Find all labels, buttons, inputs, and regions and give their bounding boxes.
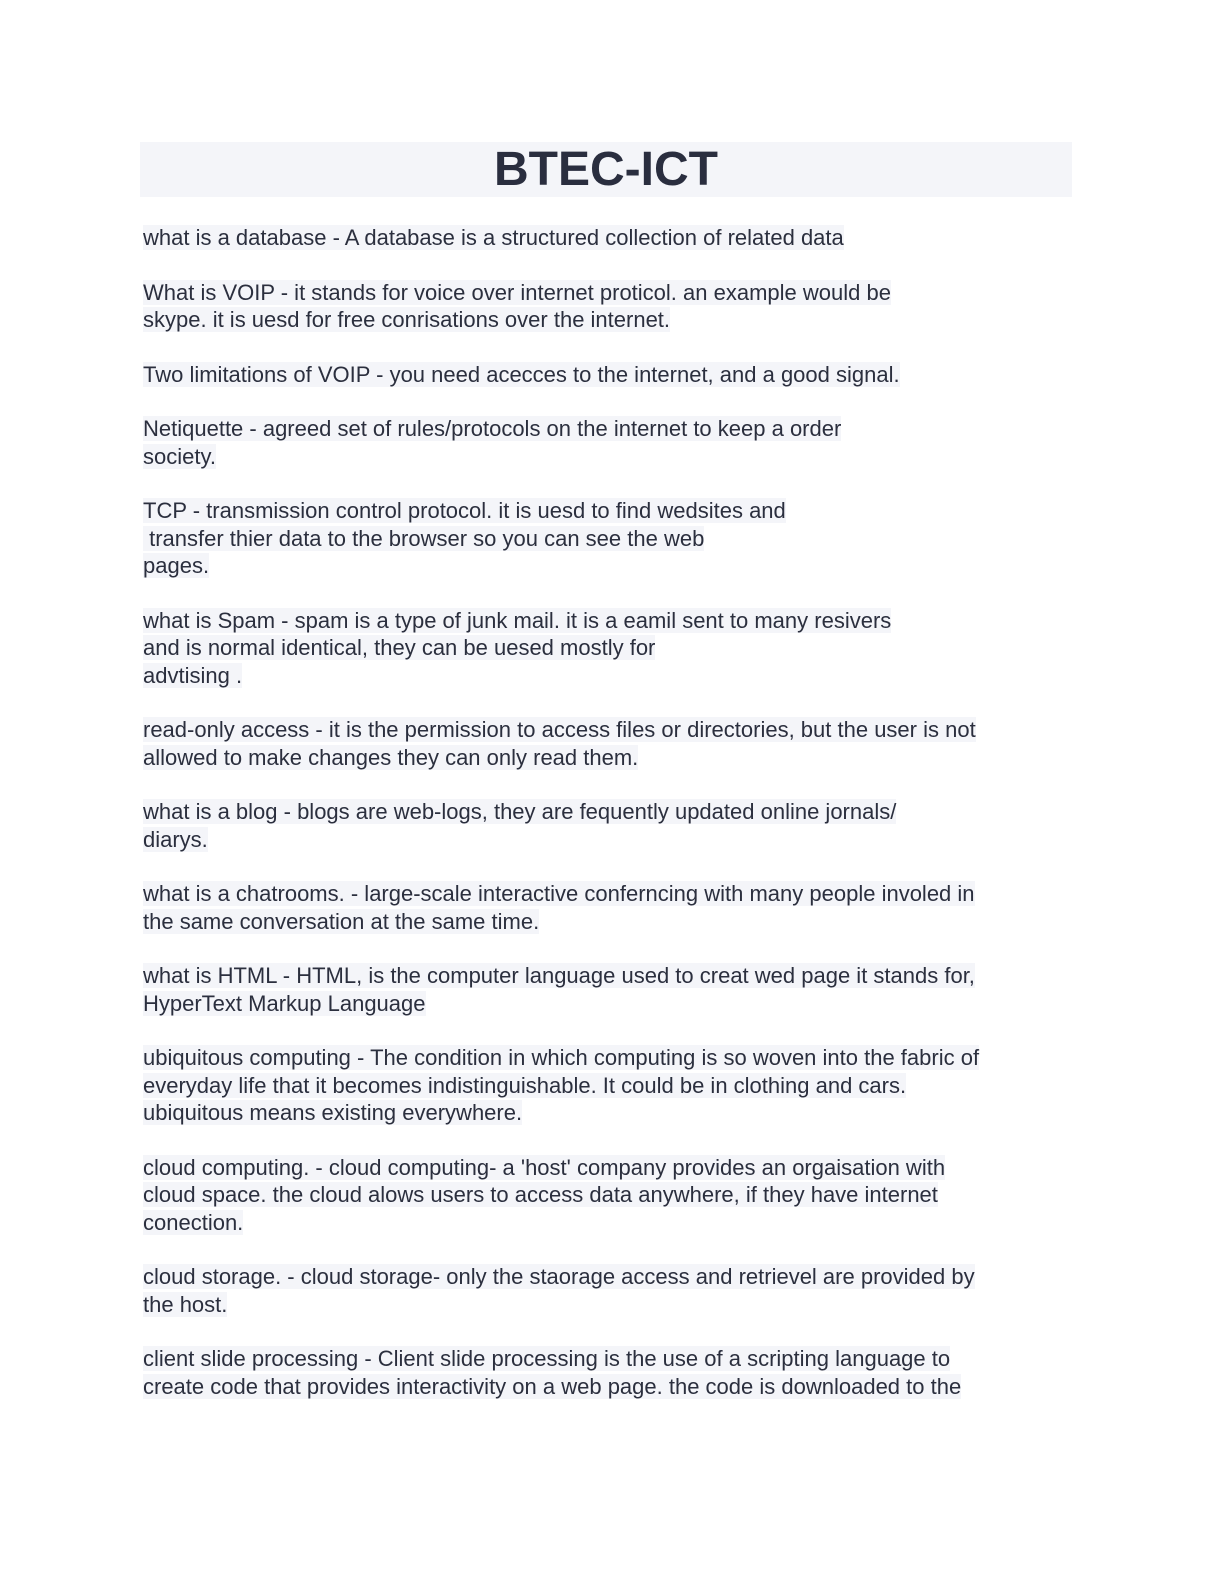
entry-line: HyperText Markup Language [143, 990, 426, 1016]
title-banner [140, 142, 1072, 197]
flashcard-entry [143, 1263, 1053, 1318]
flashcard-entry [143, 361, 1053, 389]
flashcard-list [143, 224, 1053, 1427]
flashcard-entry [143, 1154, 1053, 1237]
flashcard-entry [143, 880, 1053, 935]
entry-line: diarys. [143, 826, 208, 852]
flashcard-entry [143, 1044, 1053, 1127]
entry-line: and is normal identical, they can be uesed mostly for [143, 635, 656, 660]
flashcard-entry [143, 415, 1053, 470]
entry-line: read-only access - it is the permission to access files or directories, but the user is not [143, 717, 976, 742]
flashcard-entry [143, 224, 1053, 252]
entry-line: ubiquitous computing - The condition in which computing is so woven into the fabric of [143, 1045, 980, 1070]
entry-line: allowed to make changes they can only read them. [143, 744, 639, 770]
flashcard-entry [143, 716, 1053, 771]
entry-line: ubiquitous means existing everywhere. [143, 1100, 523, 1125]
entry-line: pages. [143, 553, 210, 578]
flashcard-entry [143, 1345, 1053, 1400]
entry-line: TCP - transmission control protocol. it is uesd to find wedsites and [143, 498, 786, 523]
entry-line: advtising . [143, 662, 243, 688]
entry-line: client slide processing - Client slide processing is the use of a scripting language to [143, 1346, 951, 1371]
entry-line: cloud space. the cloud alows users to access data anywhere, if they have internet [143, 1182, 938, 1207]
flashcard-entry [143, 798, 1053, 853]
flashcard-entry [143, 607, 1053, 690]
entry-line: transfer thier data to the browser so you can see the web [143, 525, 705, 551]
flashcard-entry [143, 497, 1053, 580]
entry-line: what is a database - A database is a structured collection of related data [143, 225, 844, 250]
entry-line: cloud storage. - cloud storage- only the staorage access and retrievel are provided by [143, 1264, 975, 1289]
entry-line: Two limitations of VOIP - you need acecces to the internet, and a good signal. [143, 361, 900, 387]
entry-line: what is Spam - spam is a type of junk mail. it is a eamil sent to many resivers [143, 607, 892, 633]
entry-line: skype. it is uesd for free conrisations over the internet. [143, 307, 671, 332]
entry-line: society. [143, 443, 216, 469]
entry-line: What is VOIP - it stands for voice over internet proticol. an example would be [143, 279, 891, 305]
document-title: BTEC-ICT [494, 143, 718, 196]
flashcard-entry [143, 962, 1053, 1017]
entry-line: the same conversation at the same time. [143, 908, 540, 934]
entry-line: the host. [143, 1291, 228, 1317]
entry-line: what is HTML - HTML, is the computer language used to creat wed page it stands for, [143, 963, 975, 988]
entry-line: everyday life that it becomes indistinguishable. It could be in clothing and cars. [143, 1072, 907, 1098]
entry-line: conection. [143, 1209, 244, 1235]
entry-line: Netiquette - agreed set of rules/protocols on the internet to keep a order [143, 416, 842, 441]
entry-line: create code that provides interactivity on a web page. the code is downloaded to the [143, 1373, 962, 1399]
entry-line: what is a blog - blogs are web-logs, they are fequently updated online jornals/ [143, 799, 897, 824]
entry-line: cloud computing. - cloud computing- a 'host' company provides an orgaisation with [143, 1154, 946, 1180]
flashcard-entry [143, 279, 1053, 334]
entry-line: what is a chatrooms. - large-scale interactive conferncing with many people involed in [143, 881, 975, 906]
